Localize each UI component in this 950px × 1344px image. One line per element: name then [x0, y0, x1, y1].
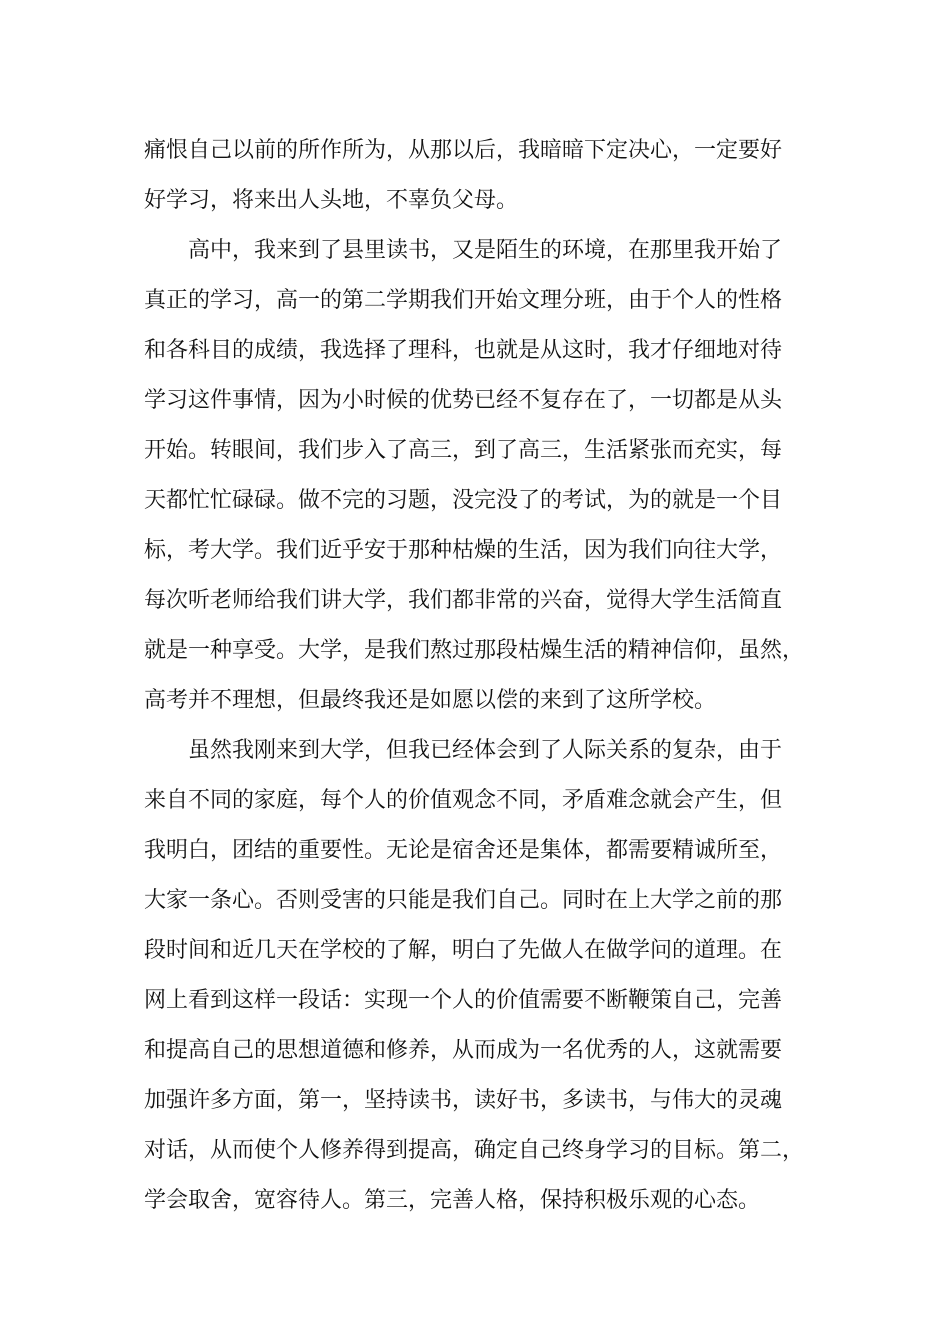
- text-line: 学习这件事情，因为小时候的优势已经不复存在了，一切都是从头: [144, 388, 783, 413]
- text-line: 段时间和近几天在学校的了解，明白了先做人在做学问的道理。在: [144, 938, 783, 963]
- text-line: 和各科目的成绩，我选择了理科，也就是从这时，我才仔细地对待: [144, 338, 783, 363]
- text-line: 标，考大学。我们近乎安于那种枯燥的生活，因为我们向往大学，: [144, 538, 783, 563]
- text-line: 对话，从而使个人修养得到提高，确定自己终身学习的目标。第二，: [144, 1138, 805, 1163]
- text-line: 每次听老师给我们讲大学，我们都非常的兴奋，觉得大学生活简直: [144, 588, 783, 613]
- text-line: 痛恨自己以前的所作所为，从那以后，我暗暗下定决心，一定要好: [144, 138, 783, 163]
- text-line: 高中，我来到了县里读书，又是陌生的环境，在那里我开始了: [188, 238, 783, 263]
- text-line: 真正的学习，高一的第二学期我们开始文理分班，由于个人的性格: [144, 288, 783, 313]
- text-line: 好学习，将来出人头地，不辜负父母。: [144, 188, 519, 213]
- text-line: 加强许多方面，第一，坚持读书，读好书，多读书，与伟大的灵魂: [144, 1088, 783, 1113]
- text-line: 开始。转眼间，我们步入了高三，到了高三，生活紧张而充实，每: [144, 438, 783, 463]
- text-line: 虽然我刚来到大学，但我已经体会到了人际关系的复杂，由于: [188, 738, 783, 763]
- text-line: 高考并不理想，但最终我还是如愿以偿的来到了这所学校。: [144, 688, 717, 713]
- document-body: [144, 126, 824, 1226]
- text-line: 学会取舍，宽容待人。第三，完善人格，保持积极乐观的心态。: [144, 1188, 761, 1213]
- text-line: 来自不同的家庭，每个人的价值观念不同，矛盾难念就会产生，但: [144, 788, 783, 813]
- text-line: 网上看到这样一段话：实现一个人的价值需要不断鞭策自己，完善: [144, 988, 783, 1013]
- text-line: 我明白，团结的重要性。无论是宿舍还是集体，都需要精诚所至，: [144, 838, 783, 863]
- text-line: 和提高自己的思想道德和修养，从而成为一名优秀的人，这就需要: [144, 1038, 783, 1063]
- text-line: 大家一条心。否则受害的只能是我们自己。同时在上大学之前的那: [144, 888, 783, 913]
- text-line: 天都忙忙碌碌。做不完的习题，没完没了的考试，为的就是一个目: [144, 488, 783, 513]
- text-line: 就是一种享受。大学，是我们熬过那段枯燥生活的精神信仰，虽然，: [144, 638, 805, 663]
